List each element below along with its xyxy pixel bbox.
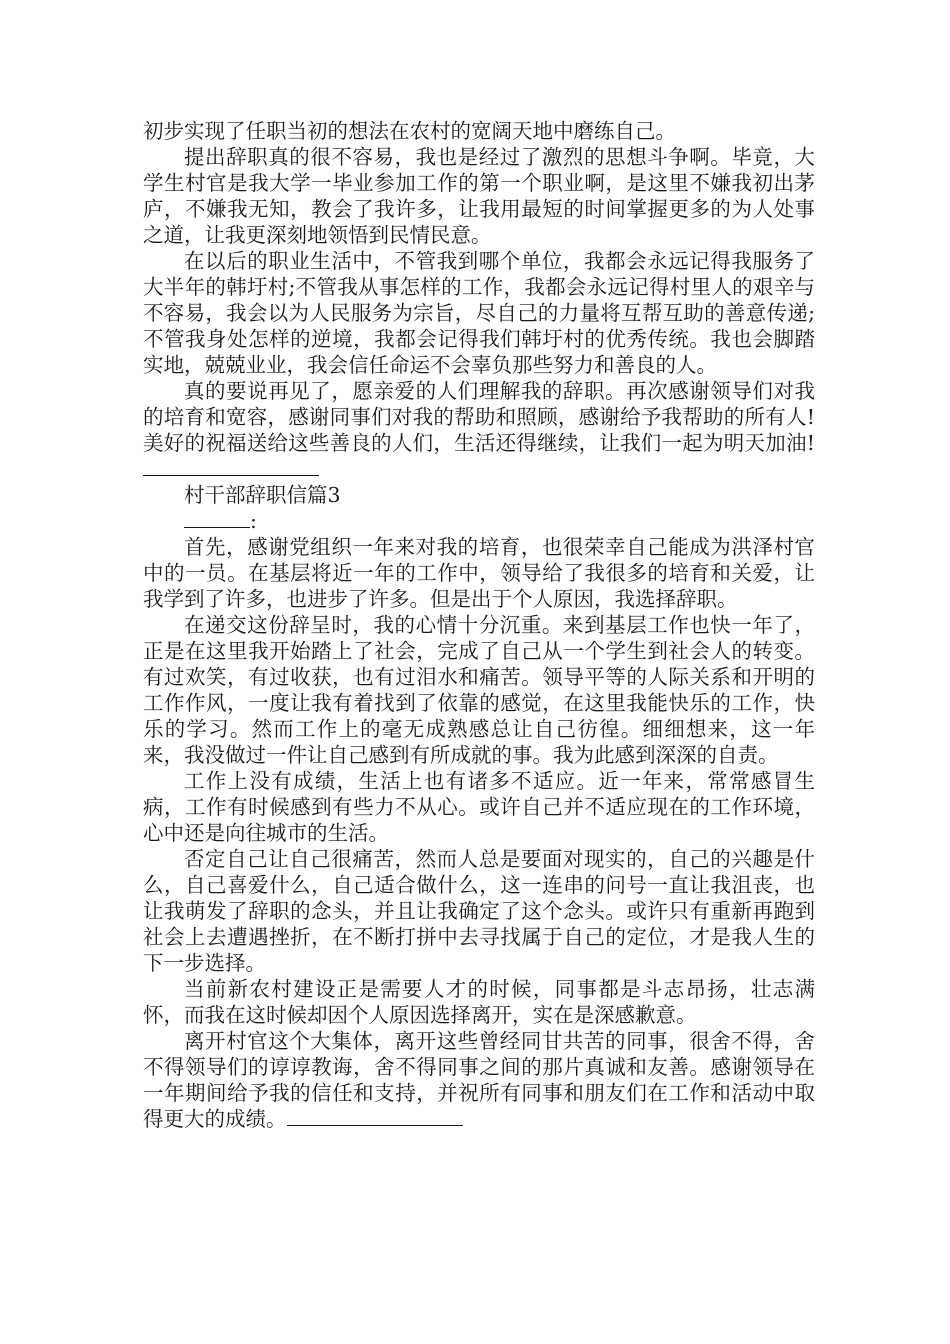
signature-blank xyxy=(143,457,319,476)
letter2-paragraph-3: 在以后的职业生活中，不管我到哪个单位，我都会永远记得我服务了大半年的韩圩村;不管我从事怎样的工作，我都会永远记得村里人的艰辛与不容易，我会以为人民服务为宗旨，尽自己的力量将互帮互助的善意传递;不管我身处怎样的逆境，我都会记得我们韩圩村的优秀传统。我也会脚踏实地，兢兢业业，我会信任命运不会辜负那些努力和善良的人。 xyxy=(143,249,815,377)
letter3-paragraph-6-text: 离开村官这个大集体，离开这些曾经同甘共苦的同事，很舍不得，舍不得领导们的谆谆教诲，舍不得同事之间的那片真诚和友善。感谢领导在一年期间给予我的信任和支持，并祝所有同事和朋友们在工作和活动中取得更大的成绩。 xyxy=(143,1029,815,1131)
letter2-paragraph-1: 初步实现了任职当初的想法在农村的宽阔天地中磨练自己。 xyxy=(143,119,676,143)
letter2-paragraph-2: 提出辞职真的很不容易，我也是经过了激烈的思想斗争啊。毕竟，大学生村官是我大学一毕业参加工作的第一个职业啊，是这里不嫌我初出茅庐，不嫌我无知，教会了我许多，让我用最短的时间掌握更多的为人处事之道，让我更深刻地领悟到民情民意。 xyxy=(143,145,815,247)
document-page xyxy=(143,118,815,1132)
letter3-paragraph-5: 当前新农村建设正是需要人才的时候，同事都是斗志昂扬，壮志满怀，而我在这时候却因个人原因选择离开，实在是深感歉意。 xyxy=(143,977,815,1027)
salutation-colon: : xyxy=(250,509,257,533)
salutation-blank xyxy=(184,509,250,528)
letter3-paragraph-4: 否定自己让自己很痛苦，然而人总是要面对现实的，自己的兴趣是什么，自己喜爱什么，自己适合做什么，这一连串的问号一直让我沮丧，也让我萌发了辞职的念头，并且让我确定了这个念头。或许只有重新再跑到社会上去遭遇挫折，在不断打拼中去寻找属于自己的定位，才是我人生的下一步选择。 xyxy=(143,847,815,975)
letter2-paragraph-4-text: 真的要说再见了，愿亲爱的人们理解我的辞职。再次感谢领导们对我的培育和宽容，感谢同事们对我的帮助和照顾，感谢给予我帮助的所有人!美好的祝福送给这些善良的人们，生活还得继续，让我们一起为明天加油! xyxy=(143,379,815,455)
letter3-heading: 村干部辞职信篇3 xyxy=(184,483,341,507)
letter3-paragraph-1: 首先，感谢党组织一年来对我的培育，也很荣幸自己能成为洪泽村官中的一员。在基层将近一年的工作中，领导给了我很多的培育和关爱，让我学到了许多，也进步了许多。但是出于个人原因，我选择辞职。 xyxy=(143,535,815,611)
letter3-paragraph-6 xyxy=(143,1028,815,1132)
letter3-paragraph-3: 工作上没有成绩，生活上也有诸多不适应。近一年来，常常感冒生病，工作有时候感到有些力不从心。或许自己并不适应现在的工作环境，心中还是向往城市的生活。 xyxy=(143,769,815,845)
letter3-paragraph-2: 在递交这份辞呈时，我的心情十分沉重。来到基层工作也快一年了，正是在这里我开始踏上了社会，完成了自己从一个学生到社会人的转变。有过欢笑，有过收获，也有过泪水和痛苦。领导平等的人际关系和开明的工作作风，一度让我有着找到了依靠的感觉，在这里我能快乐的工作，快乐的学习。然而工作上的毫无成熟感总让自己彷徨。细细想来，这一年来，我没做过一件让自己感到有所成就的事。我为此感到深深的自责。 xyxy=(143,613,815,767)
letter3-salutation xyxy=(143,508,815,534)
letter2-paragraph-4 xyxy=(143,378,815,482)
closing-blank xyxy=(287,1107,463,1126)
